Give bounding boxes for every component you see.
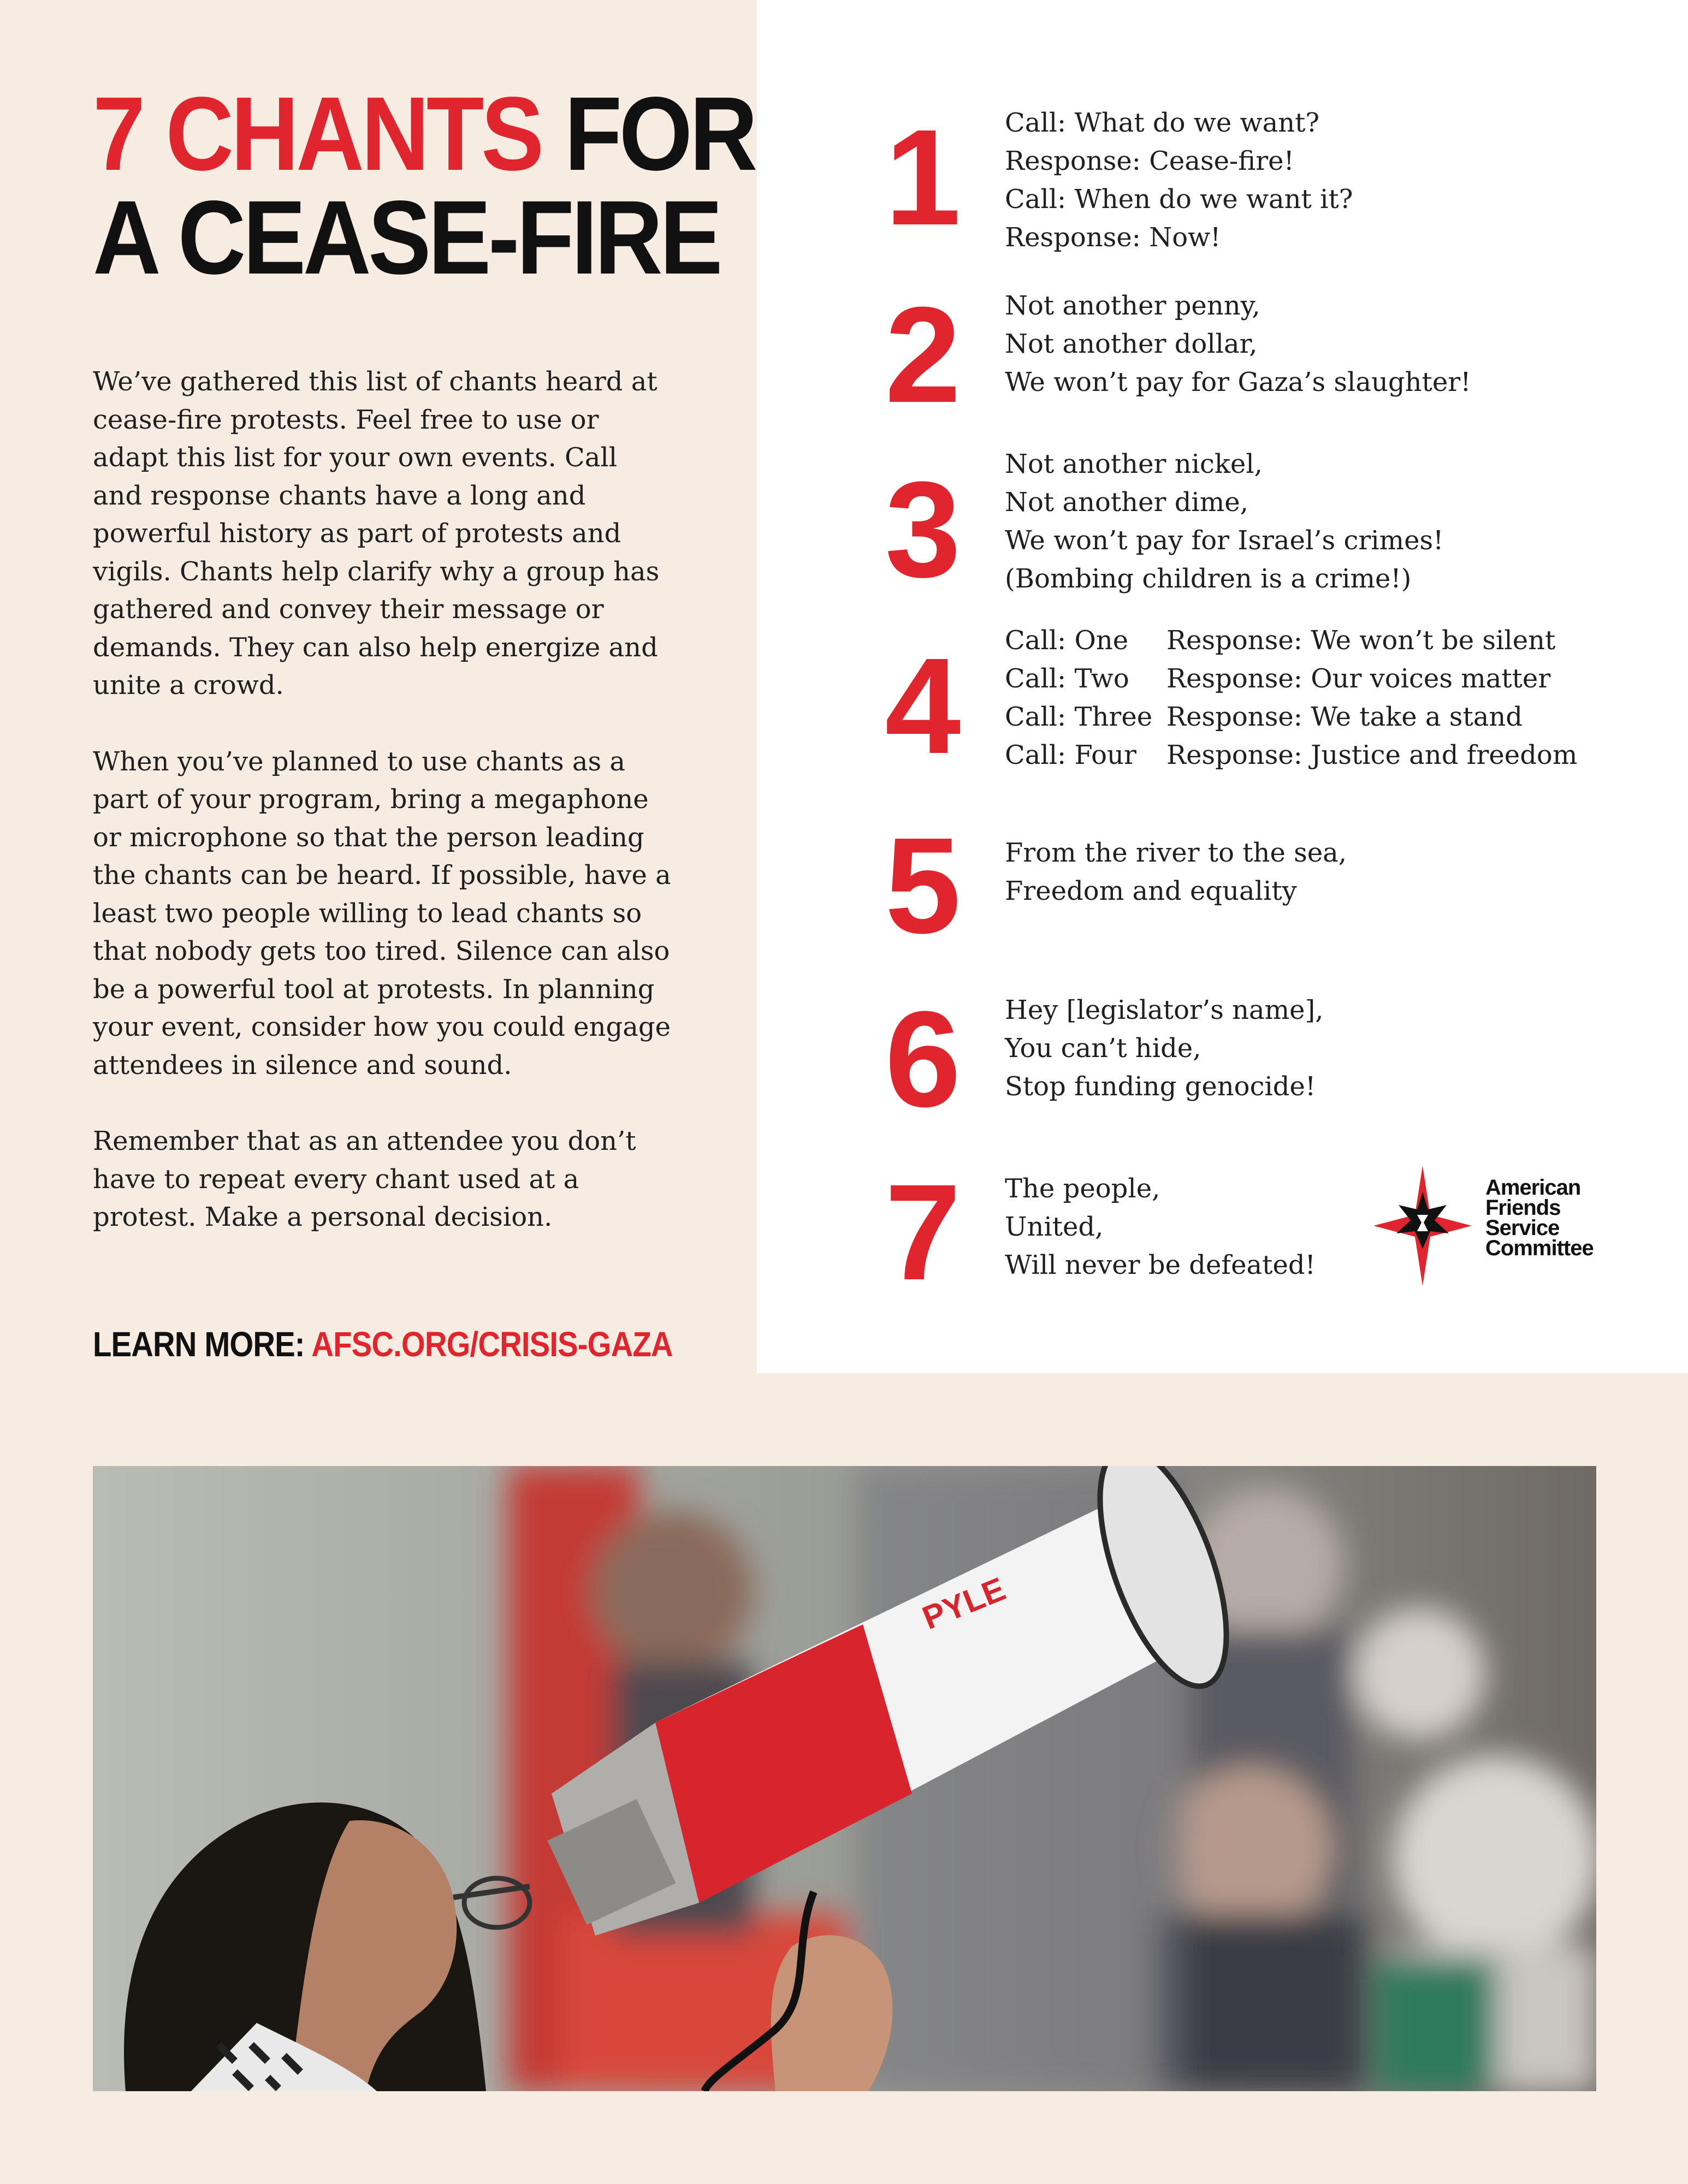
- learn-more-link[interactable]: AFSC.ORG/CRISIS-GAZA: [311, 1325, 673, 1364]
- afsc-logo[interactable]: [1373, 1166, 1603, 1286]
- chant-line: Response: Now!: [1005, 222, 1221, 253]
- chant-line: The people,: [1005, 1173, 1160, 1204]
- chant-lines: [1005, 104, 1633, 257]
- title-red: 7 CHANTS: [93, 75, 541, 192]
- call-cell: Call: Three: [1005, 702, 1153, 732]
- chant-lines: [1005, 834, 1633, 910]
- intro-paragraph-1: We’ve gathered this list of chants heard at cease-fire protests. Feel free to use or adapt this list for your own events. Call and response chants have a long and powerful history as part of protests and vigils. Chants help clarify why a group has gathered and convey their message or demands. They can also help energize and unite a crowd.: [93, 366, 660, 701]
- intro-text: [93, 363, 672, 1275]
- chant-number: 2: [885, 278, 961, 431]
- call-cell: Call: One: [1005, 625, 1129, 656]
- chant-number: 6: [885, 983, 961, 1135]
- title-black-1: FOR: [564, 75, 755, 192]
- chant-line: We won’t pay for Israel’s crimes!: [1005, 525, 1444, 556]
- page-title: [93, 75, 755, 296]
- chant-lines: [1005, 445, 1633, 598]
- chant-number: 3: [885, 453, 961, 606]
- chant-line: (Bombing children is a crime!): [1005, 563, 1412, 594]
- intro-paragraph-2: When you’ve planned to use chants as a part of your program, bring a megaphone or microphone so that the person leading the chants can be heard. If possible, have a least two people willing to lead chants so that nobody gets too tired. Silence can also be a powerful tool at protests. In planning your event, consider how you could engage attendees in silence and sound.: [93, 746, 671, 1081]
- chant-number: 4: [885, 630, 961, 782]
- chant-line: Freedom and equality: [1005, 876, 1297, 906]
- logo-line: Friends: [1485, 1196, 1561, 1220]
- learn-more: [93, 1324, 673, 1364]
- chant-line: Stop funding genocide!: [1005, 1071, 1316, 1102]
- chant-line: Hey [legislator’s name],: [1005, 995, 1324, 1025]
- chant-line: Not another dollar,: [1005, 329, 1258, 359]
- response-cell: Response: Justice and freedom: [1166, 740, 1578, 770]
- response-cell: Response: We won’t be silent: [1166, 625, 1556, 656]
- chant-line: Not another nickel,: [1005, 449, 1263, 479]
- megaphone-photo-illustration: [93, 1466, 1596, 2091]
- chant-number: 1: [885, 101, 961, 253]
- chant-lines: [1005, 287, 1633, 401]
- red-star-icon: [1373, 1166, 1472, 1286]
- megaphone-brand: PYLE: [917, 1570, 1011, 1637]
- title-block: [93, 75, 755, 296]
- chant-lines: [1005, 991, 1633, 1106]
- intro-paragraph-3: Remember that as an attendee you don’t have to repeat every chant used at a protest. Make a personal decision.: [93, 1126, 636, 1232]
- title-black-2: A CEASE-FIRE: [93, 179, 720, 296]
- response-cell: Response: We take a stand: [1166, 702, 1523, 732]
- response-cell: Response: Our voices matter: [1166, 663, 1551, 694]
- chant-line: Call: When do we want it?: [1005, 184, 1353, 215]
- call-response-table: [1005, 621, 1633, 774]
- chant-line: You can’t hide,: [1005, 1033, 1201, 1064]
- learn-more-label: LEARN MORE:: [93, 1325, 305, 1364]
- chant-number: 5: [885, 809, 961, 962]
- chant-line: Will never be defeated!: [1005, 1250, 1316, 1280]
- logo-wordmark: [1485, 1178, 1594, 1259]
- call-cell: Call: Two: [1005, 663, 1129, 694]
- chant-line: From the river to the sea,: [1005, 838, 1347, 868]
- chant-line: Response: Cease-fire!: [1005, 146, 1294, 176]
- chant-line: Not another dime,: [1005, 487, 1248, 518]
- logo-line: Service: [1485, 1216, 1560, 1240]
- protest-photo: [93, 1466, 1596, 2091]
- chant-number: 7: [885, 1156, 961, 1308]
- chant-line: Not another penny,: [1005, 290, 1260, 321]
- logo-line: American: [1485, 1176, 1581, 1200]
- chant-line: United,: [1005, 1212, 1104, 1242]
- call-cell: Call: Four: [1005, 740, 1136, 770]
- logo-line: Committee: [1485, 1236, 1594, 1260]
- chant-line: Call: What do we want?: [1005, 108, 1320, 138]
- chant-line: We won’t pay for Gaza’s slaughter!: [1005, 367, 1471, 397]
